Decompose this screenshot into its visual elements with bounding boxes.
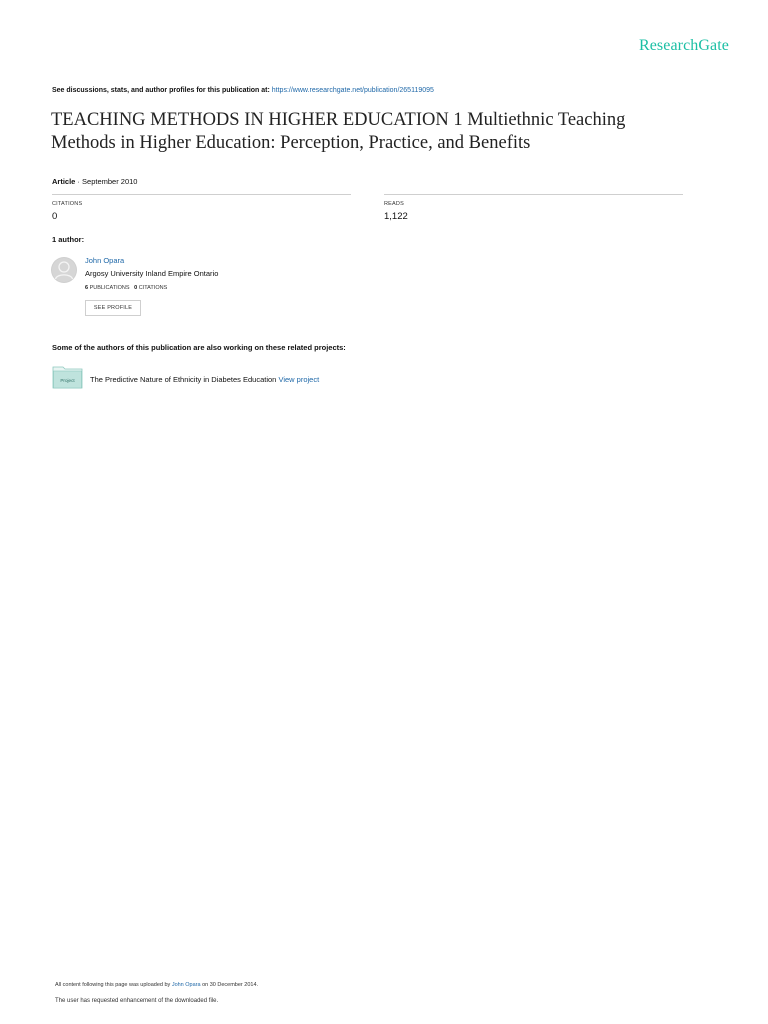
publication-link[interactable]: https://www.researchgate.net/publication/265119095 <box>271 87 434 94</box>
view-project-link[interactable]: View project <box>278 375 320 384</box>
author-citations-label: CITATIONS <box>138 285 168 291</box>
publication-title: TEACHING METHODS IN HIGHER EDUCATION 1 Multiethnic Teaching Methods in Higher Education: Perception, Practice, and Benefits <box>51 110 626 153</box>
author-stats <box>85 285 167 291</box>
citations-label: CITATIONS <box>52 201 83 207</box>
meta-separator: · <box>75 177 83 186</box>
discussion-prefix: See discussions, stats, and author profiles for this publication at: <box>52 87 272 94</box>
avatar[interactable] <box>51 257 77 283</box>
enhancement-note: The user has requested enhancement of the downloaded file. <box>55 998 219 1004</box>
publication-date: September 2010 <box>82 177 138 186</box>
upload-note <box>55 982 258 988</box>
citations-divider <box>52 194 351 195</box>
upload-prefix: All content following this page was uploaded by <box>55 982 172 988</box>
uploader-link[interactable]: John Opara <box>171 982 201 988</box>
project-title: The Predictive Nature of Ethnicity in Diabetes Education <box>90 375 277 384</box>
publication-meta <box>52 177 137 186</box>
author-publications-label: PUBLICATIONS <box>89 285 130 291</box>
authors-label: 1 author: <box>52 235 85 244</box>
see-profile-button[interactable]: SEE PROFILE <box>85 300 141 316</box>
project-icon-label: Project <box>60 378 75 384</box>
reads-value: 1,122 <box>384 211 408 222</box>
reads-divider <box>384 194 683 195</box>
related-projects-label: Some of the authors of this publication are also working on these related projects: <box>52 343 346 352</box>
project-folder-icon <box>52 366 83 389</box>
researchgate-logo[interactable]: ResearchGate <box>638 37 729 54</box>
author-name-link[interactable]: John Opara <box>85 256 125 265</box>
author-citations-count: 0 <box>134 285 138 291</box>
author-publications-count: 6 <box>85 285 89 291</box>
author-institution: Argosy University Inland Empire Ontario <box>85 269 219 278</box>
discussion-line <box>52 87 434 94</box>
upload-suffix: on 30 December 2014. <box>200 982 259 988</box>
project-item <box>90 375 319 384</box>
publication-type: Article <box>52 177 76 186</box>
reads-label: READS <box>384 201 404 207</box>
person-icon <box>51 257 77 283</box>
citations-value: 0 <box>52 211 58 222</box>
